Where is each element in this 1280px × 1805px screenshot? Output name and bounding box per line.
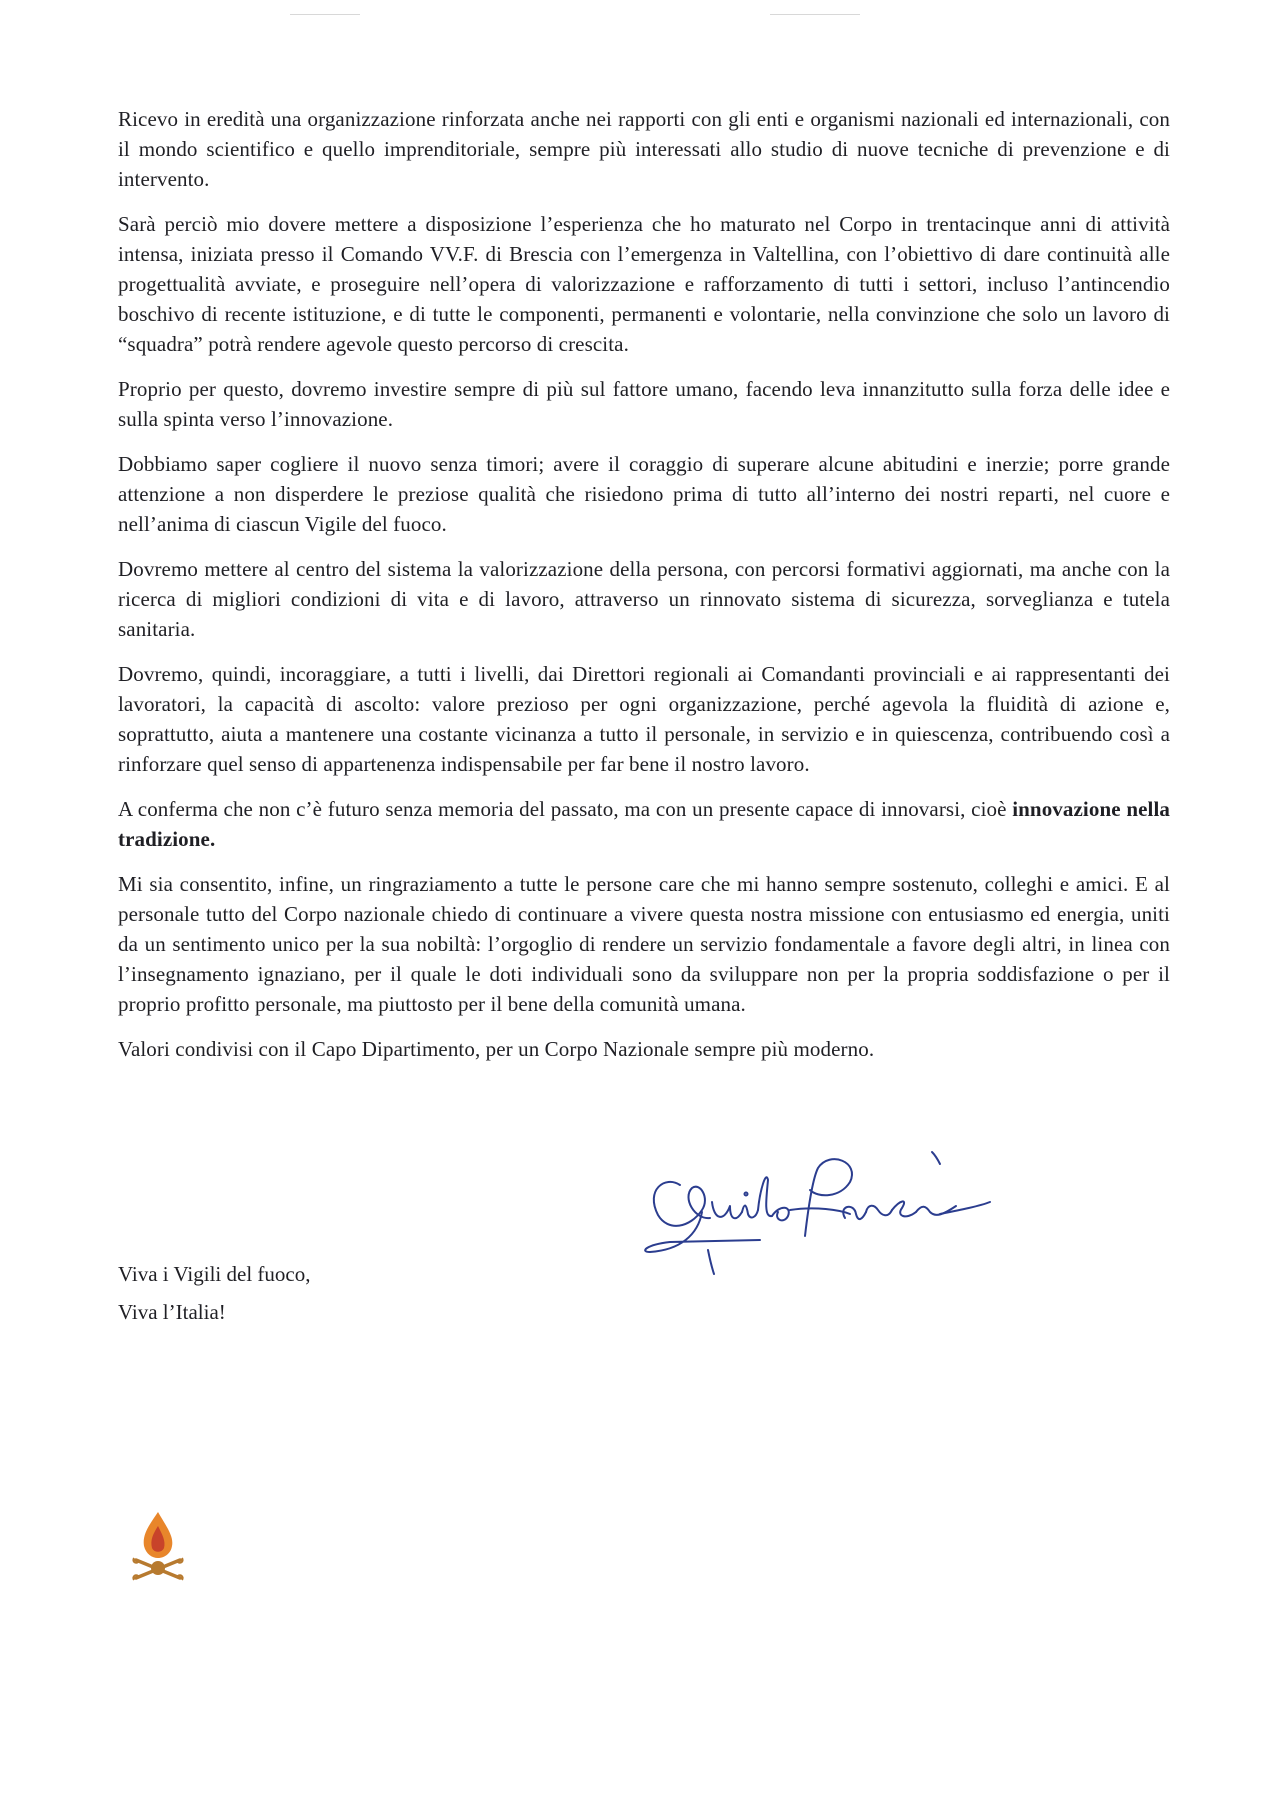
paragraph-6: Dovremo, quindi, incoraggiare, a tutti i livelli, dai Direttori regionali ai Comandanti provinciali e ai rappresentanti dei lavoratori, la capacità di ascolto: valore prezioso per ogni organizzazione, perché agevola la fluidità di azione e, soprattutto, aiuta a mantenere una costante vicinanza a tutto il personale, in servizio e in quiescenza, contribuendo così a rinforzare quel senso di appartenenza indispensabile per far bene il nostro lavoro. — [118, 662, 1170, 776]
handwritten-signature-icon — [640, 1140, 1010, 1280]
paragraph-2: Sarà perciò mio dovere mettere a disposizione l’esperienza che ho maturato nel Corpo in trentacinque anni di attività intensa, iniziata presso il Comando VV.F. di Brescia con l’emergenza in Valtellina, con l’obiettivo di dare continuità alle progettualità avviate, e proseguire nell’opera di valorizzazione e rafforzamento di tutti i settori, incluso l’antincendio boschivo di recente istituzione, e di tutte le componenti, permanenti e volontarie, nella convinzione che solo un lavoro di “squadra” potrà rendere agevole questo percorso di crescita. — [118, 212, 1170, 356]
scan-artifact-top-right — [770, 14, 860, 15]
paragraph-9: Valori condivisi con il Capo Dipartimento, per un Corpo Nazionale sempre più moderno. — [118, 1037, 875, 1061]
letter-body — [118, 104, 1170, 1079]
paragraph-4: Dobbiamo saper cogliere il nuovo senza timori; avere il coraggio di superare alcune abitudini e inerzie; porre grande attenzione a non disperdere le preziose qualità che risiedono prima di tutto all’interno dei nostri reparti, nel cuore e nell’anima di ciascun Vigile del fuoco. — [118, 452, 1170, 536]
paragraph-3: Proprio per questo, dovremo investire sempre di più sul fattore umano, facendo leva innanzitutto sulla forza delle idee e sulla spinta verso l’innovazione. — [118, 377, 1170, 431]
paragraph-1: Ricevo in eredità una organizzazione rinforzata anche nei rapporti con gli enti e organismi nazionali ed internazionali, con il mondo scientifico e quello imprenditoriale, sempre più interessati allo studio di nuove tecniche di prevenzione e di intervento. — [118, 107, 1170, 191]
paragraph-7 — [118, 794, 1170, 854]
closing-salutation — [118, 1255, 310, 1331]
paragraph-8: Mi sia consentito, infine, un ringraziamento a tutte le persone care che mi hanno sempre sostenuto, colleghi e amici. E al personale tutto del Corpo nazionale chiedo di continuare a vivere questa nostra missione con entusiasmo ed energia, uniti da un sentimento unico per la sua nobiltà: l’orgoglio di rendere un servizio fondamentale a favore degli altri, in linea con l’insegnamento ignaziano, per il quale le doti individuali sono da sviluppare non per la propria soddisfazione o per il proprio profitto personale, ma piuttosto per il bene della comunità umana. — [118, 872, 1170, 1016]
fire-brigade-emblem-icon — [128, 1508, 188, 1588]
paragraph-7-text: A conferma che non c’è futuro senza memoria del passato, ma con un presente capace di innovarsi, cioè — [118, 797, 1013, 821]
closing-line-1: Viva i Vigili del fuoco, — [118, 1262, 311, 1286]
paragraph-5: Dovremo mettere al centro del sistema la valorizzazione della persona, con percorsi formativi aggiornati, ma anche con la ricerca di migliori condizioni di vita e di lavoro, attraverso un rinnovato sistema di sicurezza, sorveglianza e tutela sanitaria. — [118, 557, 1170, 641]
paragraph-7-bold: innovazione nella tradizione. — [118, 797, 1171, 851]
scan-artifact-top — [290, 14, 360, 15]
closing-line-2: Viva l’Italia! — [118, 1300, 226, 1324]
